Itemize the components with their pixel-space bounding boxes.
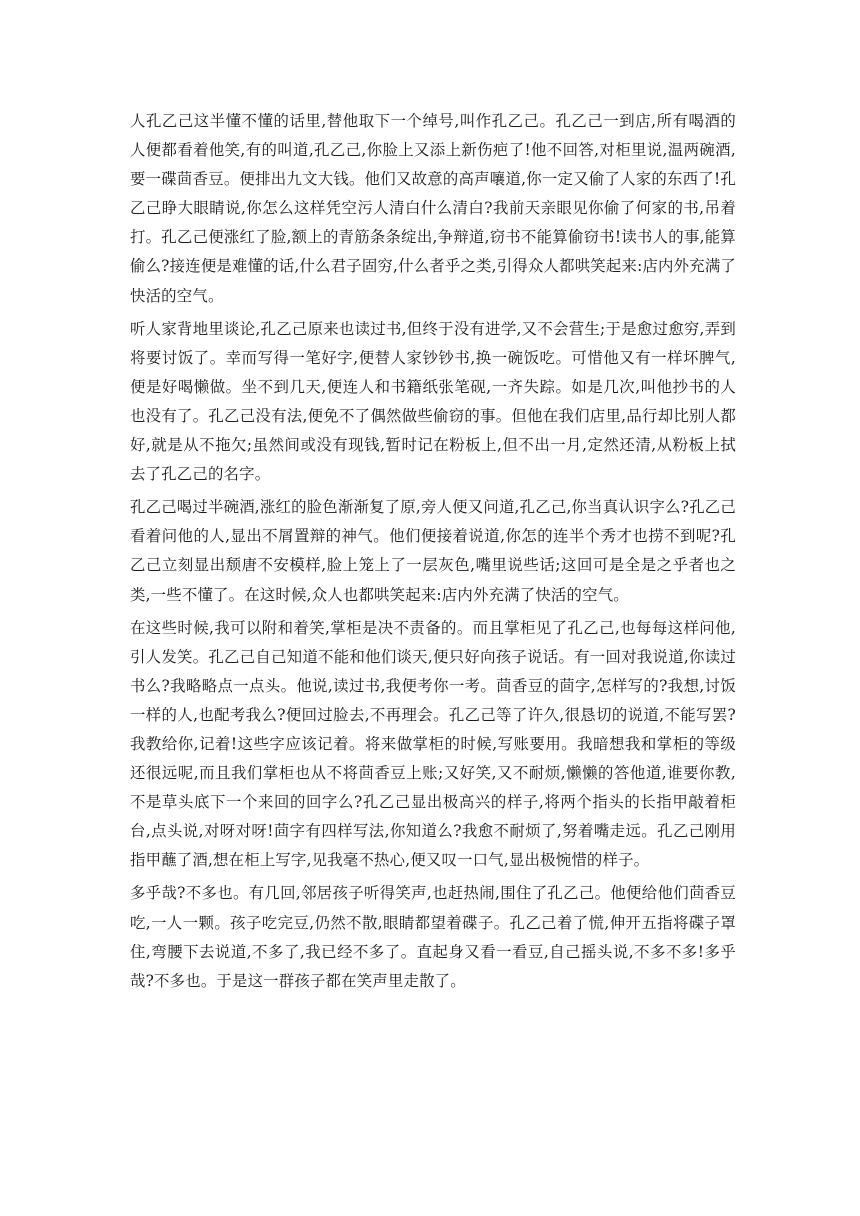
document-body	[130, 107, 736, 1000]
paragraph-4: 在这些时候,我可以附和着笑,掌柜是决不责备的。而且掌柜见了孔乙己,也每每这样问他,引人发笑。孔乙己自己知道不能和他们谈天,便只好向孩子说话。有一回对我说道,你读过书么?我略略点一点头。他说,读过书,我便考你一考。茴香豆的茴字,怎样写的?我想,讨饭一样的人,也配考我么?便回过脸去,不再理会。孔乙己等了许久,很恳切的说道,不能写罢?我教给你,记着!这些字应该记着。将来做掌柜的时候,写账要用。我暗想我和掌柜的等级还很远呢,而且我们掌柜也从不将茴香豆上账;又好笑,又不耐烦,懒懒的答他道,谁要你教,不是草头底下一个来回的回字么?孔乙己显出极高兴的样子,将两个指头的长指甲敲着柜台,点头说,对呀对呀!茴字有四样写法,你知道么?我愈不耐烦了,努着嘴走远。孔乙己刚用指甲蘸了酒,想在柜上写字,见我毫不热心,便又叹一口气,显出极惋惜的样子。	[130, 618, 736, 870]
paragraph-5: 多乎哉?不多也。有几回,邻居孩子听得笑声,也赶热闹,围住了孔乙己。他便给他们茴香豆吃,一人一颗。孩子吃完豆,仍然不散,眼睛都望着碟子。孔乙己着了慌,伸开五指将碟子罩住,弯腰下去说道,不多了,我已经不多了。直起身又看一看豆,自己摇头说,不多不多!多乎哉?不多也。于是这一群孩子都在笑声里走散了。	[130, 884, 736, 990]
paragraph-3: 孔乙己喝过半碗酒,涨红的脸色渐渐复了原,旁人便又问道,孔乙己,你当真认识字么?孔乙己看着问他的人,显出不屑置辩的神气。他们便接着说道,你怎的连半个秀才也捞不到呢?孔乙己立刻显出颓唐不安模样,脸上笼上了一层灰色,嘴里说些话;这回可是全是之乎者也之类,一些不懂了。在这时候,众人也都哄笑起来:店内外充满了快活的空气。	[130, 498, 736, 604]
paragraph-1: 人孔乙己这半懂不懂的话里,替他取下一个绰号,叫作孔乙己。孔乙己一到店,所有喝酒的人便都看着他笑,有的叫道,孔乙己,你脸上又添上新伤疤了!他不回答,对柜里说,温两碗酒,要一碟茴香豆。便排出九文大钱。他们又故意的高声嚷道,你一定又偷了人家的东西了!孔乙己睁大眼睛说,你怎么这样凭空污人清白什么清白?我前天亲眼见你偷了何家的书,吊着打。孔乙己便涨红了脸,额上的青筋条条绽出,争辩道,窃书不能算偷窃书!读书人的事,能算偷么?接连便是难懂的话,什么君子固穷,什么者乎之类,引得众人都哄笑起来:店内外充满了快活的空气。	[130, 112, 736, 305]
paragraph-2: 听人家背地里谈论,孔乙己原来也读过书,但终于没有进学,又不会营生;于是愈过愈穷,弄到将要讨饭了。幸而写得一笔好字,便替人家钞钞书,换一碗饭吃。可惜他又有一样坏脾气,便是好喝懒做。坐不到几天,便连人和书籍纸张笔砚,一齐失踪。如是几次,叫他抄书的人也没有了。孔乙己没有法,便免不了偶然做些偷窃的事。但他在我们店里,品行却比别人都好,就是从不拖欠;虽然间或没有现钱,暂时记在粉板上,但不出一月,定然还清,从粉板上拭去了孔乙己的名字。	[130, 319, 736, 484]
